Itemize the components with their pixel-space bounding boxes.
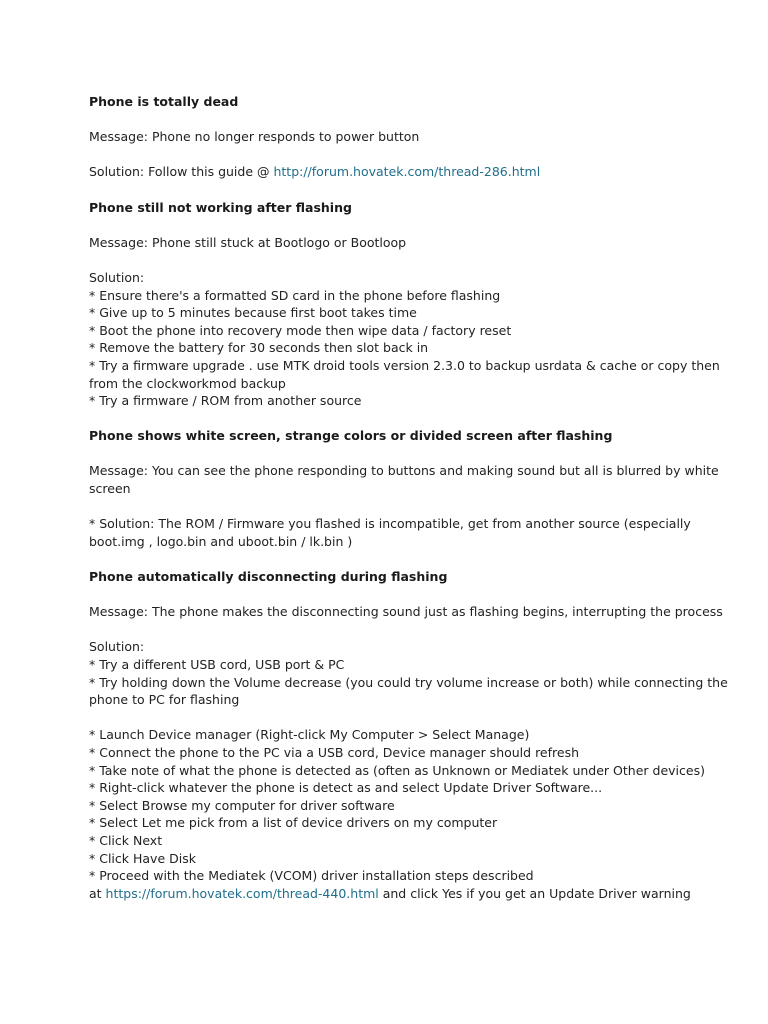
section-message: Message: You can see the phone responding to buttons and making sound but all is blurred by white screen	[89, 463, 719, 497]
list-item: * Remove the battery for 30 seconds then slot back in	[89, 340, 429, 356]
step-item: * Connect the phone to the PC via a USB cord, Device manager should refresh	[89, 744, 580, 760]
final-prefix: at	[89, 885, 106, 901]
spacer	[89, 621, 729, 639]
spacer	[89, 111, 729, 129]
step-item: * Select Browse my computer for driver software	[89, 797, 395, 813]
spacer	[89, 550, 729, 568]
spacer	[89, 445, 729, 463]
section-message: Message: The phone makes the disconnecting sound just as flashing begins, interrupting the process	[89, 604, 723, 620]
list-item: * Try holding down the Volume decrease (you could try volume increase or both) while connecting the phone to PC for flashing	[89, 674, 728, 708]
section-heading-not-working: Phone still not working after flashing	[89, 199, 352, 215]
step-item: * Right-click whatever the phone is detect as and select Update Driver Software...	[89, 780, 603, 796]
step-item: * Click Have Disk	[89, 850, 196, 866]
section-message: Message: Phone still stuck at Bootlogo or Bootloop	[89, 234, 407, 250]
step-item: * Select Let me pick from a list of device drivers on my computer	[89, 815, 498, 831]
list-item: * Boot the phone into recovery mode then wipe data / factory reset	[89, 322, 512, 338]
solution-label: Solution:	[89, 269, 145, 285]
list-item: * Try a firmware / ROM from another source	[89, 393, 362, 409]
guide-link[interactable]: http://forum.hovatek.com/thread-286.html	[273, 164, 541, 180]
final-step	[89, 885, 729, 903]
step-item: * Launch Device manager (Right-click My Computer > Select Manage)	[89, 727, 530, 743]
list-item: * Ensure there's a formatted SD card in the phone before flashing	[89, 287, 501, 303]
driver-guide-link[interactable]: https://forum.hovatek.com/thread-440.html	[105, 885, 379, 901]
final-suffix: and click Yes if you get an Update Driver warning	[378, 885, 691, 901]
step-item: * Proceed with the Mediatek (VCOM) driver installation steps described	[89, 868, 534, 884]
spacer	[89, 181, 729, 199]
spacer	[89, 146, 729, 164]
step-item: * Take note of what the phone is detected as (often as Unknown or Mediatek under Other devices)	[89, 762, 705, 778]
section-solution	[89, 163, 729, 181]
spacer	[89, 709, 729, 727]
step-item: * Click Next	[89, 832, 163, 848]
section-message: Message: Phone no longer responds to power button	[89, 129, 420, 145]
list-item: * Try a firmware upgrade . use MTK droid tools version 2.3.0 to backup usrdata & cache or copy then from the clockworkmod backup	[89, 357, 720, 391]
list-item: * Give up to 5 minutes because first boot takes time	[89, 305, 417, 321]
document-body	[89, 93, 729, 902]
section-heading-totally-dead: Phone is totally dead	[89, 94, 239, 109]
spacer	[89, 410, 729, 428]
spacer	[89, 216, 729, 234]
solution-label: Solution:	[89, 639, 145, 655]
section-heading-disconnecting: Phone automatically disconnecting during flashing	[89, 569, 448, 585]
spacer	[89, 498, 729, 516]
solution-prefix: Solution: Follow this guide @	[89, 164, 274, 180]
section-solution: * Solution: The ROM / Firmware you flashed is incompatible, get from another source (especially boot.img , logo.bin and uboot.bin / lk.bin )	[89, 516, 691, 549]
spacer	[89, 251, 729, 269]
spacer	[89, 586, 729, 604]
list-item: * Try a different USB cord, USB port & PC	[89, 657, 345, 672]
section-heading-white-screen: Phone shows white screen, strange colors or divided screen after flashing	[89, 428, 613, 444]
